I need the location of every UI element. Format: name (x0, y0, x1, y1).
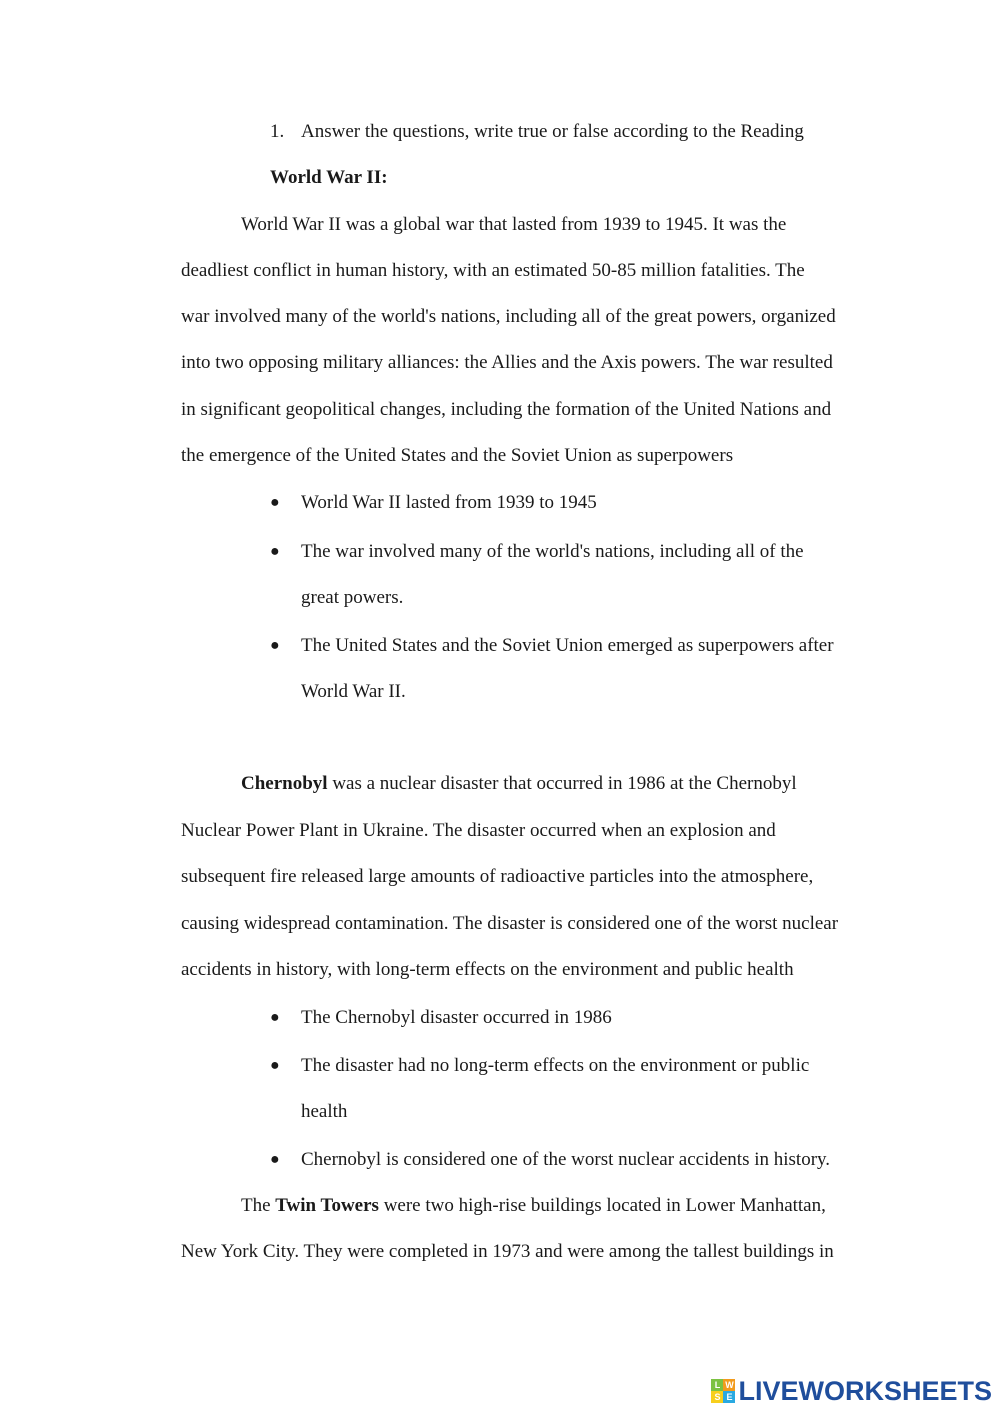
ww2-paragraph-line: war involved many of the world's nations, including all of the great powers, organized (181, 306, 836, 327)
chernobyl-statement-3: Chernobyl is considered one of the worst nuclear accidents in history. (301, 1149, 831, 1170)
bullet-icon: ● (270, 494, 280, 511)
bullet-icon: ● (270, 543, 280, 560)
ww2-statement-1: World War II lasted from 1939 to 1945 (301, 492, 597, 513)
ww2-paragraph-line: into two opposing military alliances: the Allies and the Axis powers. The war resulted (181, 352, 833, 373)
bullet-icon: ● (270, 1151, 280, 1168)
bullet-icon: ● (270, 1057, 280, 1074)
chernobyl-paragraph-line: causing widespread contamination. The disaster is considered one of the worst nuclear (181, 913, 839, 934)
chernobyl-statement-2-cont: health (301, 1101, 348, 1122)
ww2-statement-2: The war involved many of the world's nations, including all of the (301, 541, 804, 562)
chernobyl-paragraph-line: accidents in history, with long-term effects on the environment and public health (181, 959, 794, 980)
twin-towers-paragraph-line: New York City. They were completed in 1973 and were among the tallest buildings in (181, 1241, 834, 1262)
ww2-paragraph-line: deadliest conflict in human history, with an estimated 50-85 million fatalities. The (181, 260, 805, 281)
ww2-heading: World War II: (270, 167, 388, 188)
twin-towers-first-line-rest: were two high-rise buildings located in Lower Manhattan, (378, 1195, 826, 1216)
twin-towers-prefix: The (241, 1195, 276, 1216)
chernobyl-statement-2: The disaster had no long-term effects on the environment or public (301, 1055, 810, 1076)
ww2-paragraph-line: the emergence of the United States and the Soviet Union as superpowers (181, 445, 734, 466)
twin-towers-paragraph-first-line (241, 1194, 826, 1218)
ww2-paragraph-line: World War II was a global war that lasted from 1939 to 1945. It was the (241, 214, 787, 235)
liveworksheets-brand-text: LIVEWORKSHEETS (738, 1376, 992, 1406)
ww2-paragraph-line: in significant geopolitical changes, including the formation of the United Nations and (181, 399, 832, 420)
chernobyl-statement-1: The Chernobyl disaster occurred in 1986 (301, 1007, 612, 1028)
ww2-statement-3: The United States and the Soviet Union emerged as superpowers after (301, 635, 834, 656)
chernobyl-paragraph-line: subsequent fire released large amounts of radioactive particles into the atmosphere, (181, 866, 814, 887)
liveworksheets-logo (711, 1376, 992, 1406)
chernobyl-paragraph-line: Nuclear Power Plant in Ukraine. The disaster occurred when an explosion and (181, 820, 776, 841)
chernobyl-first-line-rest: was a nuclear disaster that occurred in 1986 at the Chernobyl (327, 773, 797, 794)
bullet-icon: ● (270, 637, 280, 654)
chernobyl-bold-term: Chernobyl (241, 773, 328, 794)
instruction-text: Answer the questions, write true or false according to the Reading (301, 121, 804, 142)
twin-towers-bold-term: Twin Towers (275, 1195, 379, 1216)
liveworksheets-mark-icon: L W S E (711, 1379, 735, 1403)
instruction-number: 1. (270, 121, 285, 142)
bullet-icon: ● (270, 1009, 280, 1026)
ww2-statement-3-cont: World War II. (301, 681, 406, 702)
chernobyl-paragraph-first-line (241, 772, 797, 796)
ww2-statement-2-cont: great powers. (301, 587, 404, 608)
